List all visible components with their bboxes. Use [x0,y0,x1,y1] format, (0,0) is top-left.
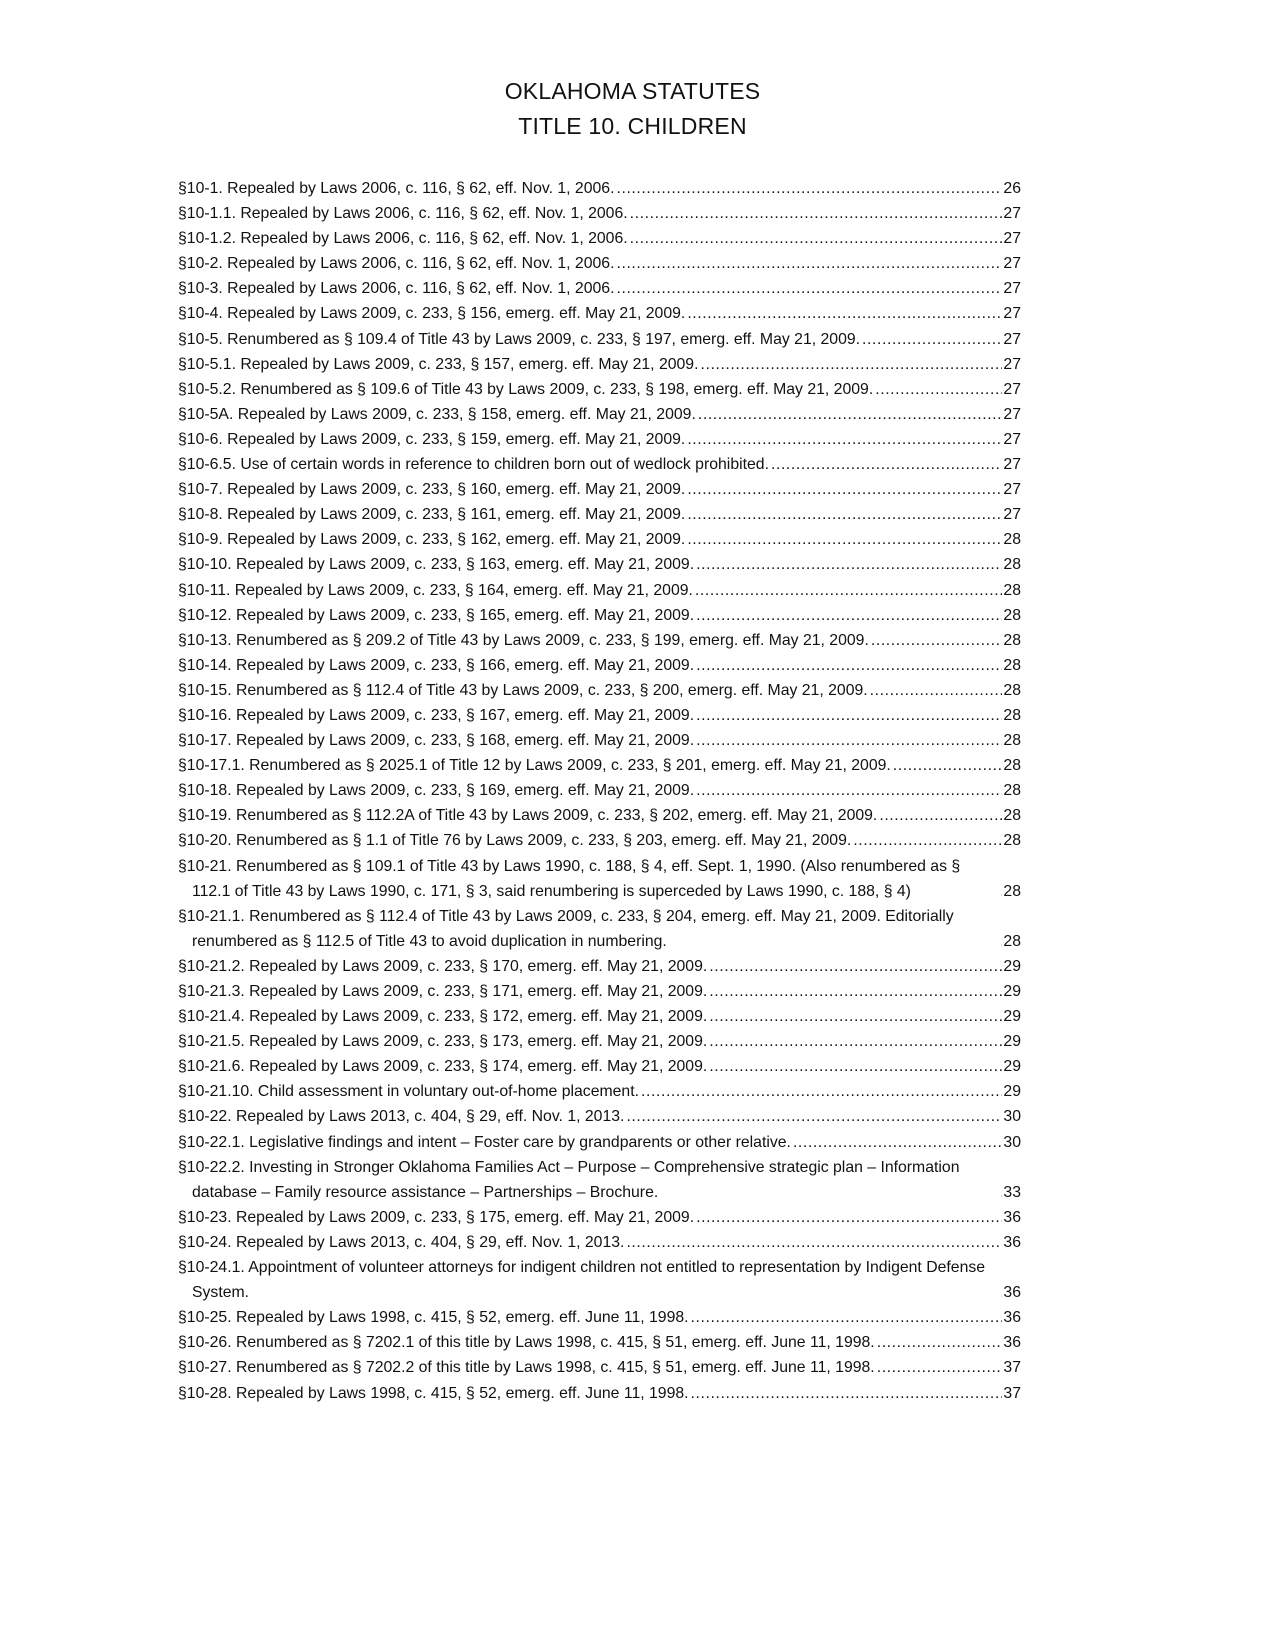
toc-entry-page-number: 27 [1003,280,1021,298]
toc-entry-page-number: 27 [1003,230,1021,248]
toc-entry-title: §10-28. Repealed by Laws 1998, c. 415, § 52, emerg. eff. June 11, 1998. [178,1384,689,1402]
toc-entry-page-number: 27 [1003,506,1021,524]
toc-entry-page-number: 28 [1003,631,1021,649]
dot-leader [685,502,1002,527]
toc-entry-title: §10-14. Repealed by Laws 2009, c. 233, § 166, emerg. eff. May 21, 2009. [178,656,695,674]
toc-entry-title: §10-11. Repealed by Laws 2009, c. 233, § 164, emerg. eff. May 21, 2009. [178,581,693,599]
toc-entry-title: §10-24. Repealed by Laws 2013, c. 404, § 29, eff. Nov. 1, 2013. [178,1233,625,1251]
toc-entry-title: §10-21.10. Child assessment in voluntary out-of-home placement. [178,1083,639,1101]
toc-entry[interactable] [178,753,1021,778]
toc-entry[interactable] [178,1330,1021,1355]
toc-entry-page-number: 28 [1003,757,1021,775]
toc-entry-page-number: 27 [1003,405,1021,423]
toc-entry-title: §10-7. Repealed by Laws 2009, c. 233, § 160, emerg. eff. May 21, 2009. [178,481,686,499]
toc-entry-title: §10-9. Repealed by Laws 2009, c. 233, § 162, emerg. eff. May 21, 2009. [178,531,686,549]
toc-entry-page-number: 28 [1003,531,1021,549]
toc-entry-title: §10-22.1. Legislative findings and intent – Foster care by grandparents or other relative. [178,1133,791,1151]
toc-entry-title: §10-20. Renumbered as § 1.1 of Title 76 by Laws 2009, c. 233, § 203, emerg. eff. May 21, 2009. [178,832,852,850]
toc-entry[interactable] [178,226,1021,251]
toc-entry[interactable] [178,201,1021,226]
toc-entry-page-number: 28 [1003,581,1021,599]
document-subtitle: TITLE 10. CHILDREN [518,113,747,139]
dot-leader [868,678,1003,703]
toc-entry-title: §10-22. Repealed by Laws 2013, c. 404, § 29, eff. Nov. 1, 2013. [178,1108,625,1126]
dot-leader [875,1355,1003,1380]
toc-entry-title: §10-5.1. Repealed by Laws 2009, c. 233, § 157, emerg. eff. May 21, 2009. [178,355,699,373]
toc-entry-page-number: 27 [1003,205,1021,223]
toc-entry-page-number: 28 [1003,882,1021,900]
dot-leader [873,377,1002,402]
toc-entry[interactable] [178,954,1021,979]
dot-leader [891,753,1003,778]
dot-leader [707,1054,1002,1079]
dot-leader [628,226,1003,251]
dot-leader [694,778,1002,803]
toc-entry-page-number: 27 [1003,380,1021,398]
dot-leader [851,828,1002,853]
toc-entry-page-number: 28 [1003,932,1021,950]
dot-leader [769,452,1002,477]
dot-leader [685,301,1002,326]
toc-entry[interactable] [178,1355,1021,1380]
dot-leader [707,979,1002,1004]
dot-leader [694,552,1002,577]
dot-leader [639,1079,1002,1104]
toc-entry-page-number: 29 [1003,1058,1021,1076]
dot-leader [614,251,1002,276]
toc-entry[interactable] [178,728,1021,753]
toc-entry-page-number: 28 [1003,681,1021,699]
toc-entry[interactable] [178,301,1021,326]
toc-entry[interactable] [178,352,1021,377]
toc-entry-title: §10-6. Repealed by Laws 2009, c. 233, § 159, emerg. eff. May 21, 2009. [178,430,686,448]
toc-entry-page-number: 26 [1003,180,1021,197]
dot-leader [707,1029,1002,1054]
dot-leader [998,1280,1002,1305]
toc-entry-page-number: 36 [1003,1233,1021,1251]
dot-leader [614,176,1002,201]
toc-entry-title: §10-21.5. Repealed by Laws 2009, c. 233, § 173, emerg. eff. May 21, 2009. [178,1033,708,1051]
toc-entry-title: §10-1. Repealed by Laws 2006, c. 116, § 62, eff. Nov. 1, 2006. [178,180,615,197]
toc-entry-page-number: 28 [1003,732,1021,750]
toc-entry[interactable] [178,1230,1021,1255]
toc-entry-page-number: 27 [1003,481,1021,499]
toc-entry-title: §10-8. Repealed by Laws 2009, c. 233, § 161, emerg. eff. May 21, 2009. [178,506,686,524]
toc-entry[interactable] [178,979,1021,1004]
toc-entry[interactable] [178,1104,1021,1129]
toc-entry[interactable] [178,477,1021,502]
table-of-contents [178,176,1021,1406]
dot-leader [694,603,1002,628]
toc-entry-title: §10-21.4. Repealed by Laws 2009, c. 233, § 172, emerg. eff. May 21, 2009. [178,1008,708,1026]
document-header [0,74,1265,144]
toc-entry-title: §10-5. Renumbered as § 109.4 of Title 43 by Laws 2009, c. 233, § 197, emerg. eff. May 21, 2009. [178,330,861,348]
toc-entry-page-number: 27 [1003,456,1021,474]
document-title: OKLAHOMA STATUTES [504,78,761,104]
dot-leader [707,1004,1002,1029]
toc-entry-title: §10-12. Repealed by Laws 2009, c. 233, § 165, emerg. eff. May 21, 2009. [178,606,695,624]
toc-entry-title: §10-21.3. Repealed by Laws 2009, c. 233, § 171, emerg. eff. May 21, 2009. [178,983,708,1000]
toc-entry-page-number: 27 [1003,430,1021,448]
dot-leader [685,477,1002,502]
toc-entry-title: §10-21.2. Repealed by Laws 2009, c. 233, § 170, emerg. eff. May 21, 2009. [178,957,708,975]
toc-entry-title: §10-21.6. Repealed by Laws 2009, c. 233, § 174, emerg. eff. May 21, 2009. [178,1058,708,1076]
toc-entry-title: §10-5.2. Renumbered as § 109.6 of Title 43 by Laws 2009, c. 233, § 198, emerg. eff. May 21, 2009. [178,380,874,398]
toc-entry[interactable] [178,176,1021,201]
toc-entry-title: §10-23. Repealed by Laws 2009, c. 233, § 175, emerg. eff. May 21, 2009. [178,1208,695,1226]
dot-leader [694,653,1002,678]
toc-entry-title: §10-22.2. Investing in Stronger Oklahoma Families Act – Purpose – Comprehensive strategic plan – Information database – Family resource assistance – Partnerships – Brochure. [178,1158,960,1201]
toc-entry[interactable] [178,552,1021,577]
toc-entry[interactable] [178,452,1021,477]
toc-entry-title: §10-10. Repealed by Laws 2009, c. 233, § 163, emerg. eff. May 21, 2009. [178,556,695,574]
toc-entry-page-number: 27 [1003,330,1021,348]
toc-entry[interactable] [178,628,1021,653]
dot-leader [698,352,1002,377]
toc-entry[interactable] [178,578,1021,603]
toc-entry[interactable] [178,1130,1021,1155]
toc-entry-page-number: 36 [1003,1334,1021,1352]
toc-entry-page-number: 29 [1003,983,1021,1000]
toc-entry[interactable] [178,1255,1021,1305]
dot-leader [694,728,1002,753]
toc-entry-title: §10-21. Renumbered as § 109.1 of Title 43 by Laws 1990, c. 188, § 4, eff. Sept. 1, 1990. (Also renumbered as § 112.1 of Title 43 by Laws 1990, c. 171, § 3, said renumbering is superceded by Laws 1990, c. 188, § 4) [178,857,961,900]
dot-leader [998,1180,1002,1205]
toc-entry-page-number: 27 [1003,255,1021,273]
toc-entry[interactable] [178,1155,1021,1205]
toc-entry-page-number: 28 [1003,556,1021,574]
toc-entry[interactable] [178,803,1021,828]
dot-leader [628,201,1003,226]
dot-leader [624,1104,1002,1129]
toc-entry[interactable] [178,1079,1021,1104]
toc-entry[interactable] [178,1054,1021,1079]
toc-entry-page-number: 27 [1003,305,1021,323]
toc-entry-title: §10-1.1. Repealed by Laws 2006, c. 116, § 62, eff. Nov. 1, 2006. [178,205,628,223]
toc-entry-title: §10-26. Renumbered as § 7202.1 of this title by Laws 1998, c. 415, § 51, emerg. eff. June 11, 1998. [178,1334,875,1352]
toc-entry[interactable] [178,1205,1021,1230]
toc-entry-page-number: 28 [1003,782,1021,800]
toc-entry-title: §10-17. Repealed by Laws 2009, c. 233, § 168, emerg. eff. May 21, 2009. [178,732,695,750]
toc-entry-title: §10-3. Repealed by Laws 2006, c. 116, § 62, eff. Nov. 1, 2006. [178,280,615,298]
toc-entry-title: §10-21.1. Renumbered as § 112.4 of Title 43 by Laws 2009, c. 233, § 204, emerg. eff. May 21, 2009. Editorially renumbered as § 112.5 of Title 43 to avoid duplication in numbering. [178,907,954,950]
toc-entry-page-number: 37 [1003,1359,1021,1377]
dot-leader [860,327,1002,352]
dot-leader [707,954,1002,979]
dot-leader [614,276,1002,301]
toc-entry-page-number: 28 [1003,807,1021,825]
toc-entry[interactable] [178,276,1021,301]
toc-entry-title: §10-18. Repealed by Laws 2009, c. 233, § 169, emerg. eff. May 21, 2009. [178,782,695,800]
toc-entry-page-number: 29 [1003,957,1021,975]
toc-entry-title: §10-17.1. Renumbered as § 2025.1 of Title 12 by Laws 2009, c. 233, § 201, emerg. eff. May 21, 2009. [178,757,891,775]
toc-entry[interactable] [178,1029,1021,1054]
toc-entry[interactable] [178,703,1021,728]
dot-leader [875,1330,1003,1355]
toc-entry-page-number: 29 [1003,1008,1021,1026]
toc-entry-page-number: 30 [1003,1108,1021,1126]
toc-entry[interactable] [178,854,1021,904]
toc-entry-title: §10-2. Repealed by Laws 2006, c. 116, § 62, eff. Nov. 1, 2006. [178,255,615,273]
toc-entry[interactable] [178,327,1021,352]
toc-entry-page-number: 36 [1003,1309,1021,1327]
toc-entry-page-number: 37 [1003,1384,1021,1402]
toc-entry[interactable] [178,502,1021,527]
dot-leader [877,803,1002,828]
toc-entry-page-number: 36 [1003,1284,1021,1302]
toc-entry[interactable] [178,1305,1021,1330]
dot-leader [694,703,1002,728]
toc-entry[interactable] [178,828,1021,853]
toc-entry[interactable] [178,603,1021,628]
toc-entry[interactable] [178,251,1021,276]
toc-entry-title: §10-19. Renumbered as § 112.2A of Title 43 by Laws 2009, c. 233, § 202, emerg. eff. May 21, 2009. [178,807,878,825]
dot-leader [685,527,1002,552]
toc-entry[interactable] [178,427,1021,452]
toc-entry[interactable] [178,678,1021,703]
toc-entry-page-number: 27 [1003,355,1021,373]
toc-entry-title: §10-24.1. Appointment of volunteer attorneys for indigent children not entitled to representation by Indigent Defense System. [178,1259,986,1302]
dot-leader [689,1381,1003,1406]
toc-entry-page-number: 33 [1003,1183,1021,1201]
toc-entry[interactable] [178,904,1021,954]
toc-entry-page-number: 29 [1003,1083,1021,1101]
toc-entry[interactable] [178,653,1021,678]
toc-entry[interactable] [178,1381,1021,1406]
toc-entry-page-number: 29 [1003,1033,1021,1051]
dot-leader [689,1305,1003,1330]
toc-entry[interactable] [178,1004,1021,1029]
dot-leader [696,402,1003,427]
toc-entry-page-number: 36 [1003,1208,1021,1226]
toc-entry-title: §10-25. Repealed by Laws 1998, c. 415, § 52, emerg. eff. June 11, 1998. [178,1309,689,1327]
toc-entry-title: §10-5A. Repealed by Laws 2009, c. 233, § 158, emerg. eff. May 21, 2009. [178,405,696,423]
toc-entry-title: §10-1.2. Repealed by Laws 2006, c. 116, § 62, eff. Nov. 1, 2006. [178,230,628,248]
dot-leader [624,1230,1002,1255]
dot-leader [791,1130,1002,1155]
dot-leader [693,578,1003,603]
toc-entry-title: §10-4. Repealed by Laws 2009, c. 233, § 156, emerg. eff. May 21, 2009. [178,305,686,323]
toc-entry-title: §10-15. Renumbered as § 112.4 of Title 43 by Laws 2009, c. 233, § 200, emerg. eff. May 21, 2009. [178,681,868,699]
toc-entry-page-number: 28 [1003,606,1021,624]
toc-entry-page-number: 28 [1003,832,1021,850]
dot-leader [869,628,1003,653]
toc-entry-page-number: 28 [1003,706,1021,724]
toc-entry-title: §10-16. Repealed by Laws 2009, c. 233, § 167, emerg. eff. May 21, 2009. [178,706,695,724]
toc-entry[interactable] [178,402,1021,427]
toc-entry-page-number: 30 [1003,1133,1021,1151]
toc-entry-title: §10-6.5. Use of certain words in reference to children born out of wedlock prohibited. [178,456,769,474]
toc-entry[interactable] [178,527,1021,552]
dot-leader [685,427,1002,452]
dot-leader [998,879,1002,904]
toc-entry-title: §10-13. Renumbered as § 209.2 of Title 43 by Laws 2009, c. 233, § 199, emerg. eff. May 21, 2009. [178,631,869,649]
toc-entry[interactable] [178,778,1021,803]
toc-entry[interactable] [178,377,1021,402]
dot-leader [694,1205,1002,1230]
toc-entry-page-number: 28 [1003,656,1021,674]
dot-leader [998,929,1002,954]
toc-entry-title: §10-27. Renumbered as § 7202.2 of this title by Laws 1998, c. 415, § 51, emerg. eff. June 11, 1998. [178,1359,875,1377]
